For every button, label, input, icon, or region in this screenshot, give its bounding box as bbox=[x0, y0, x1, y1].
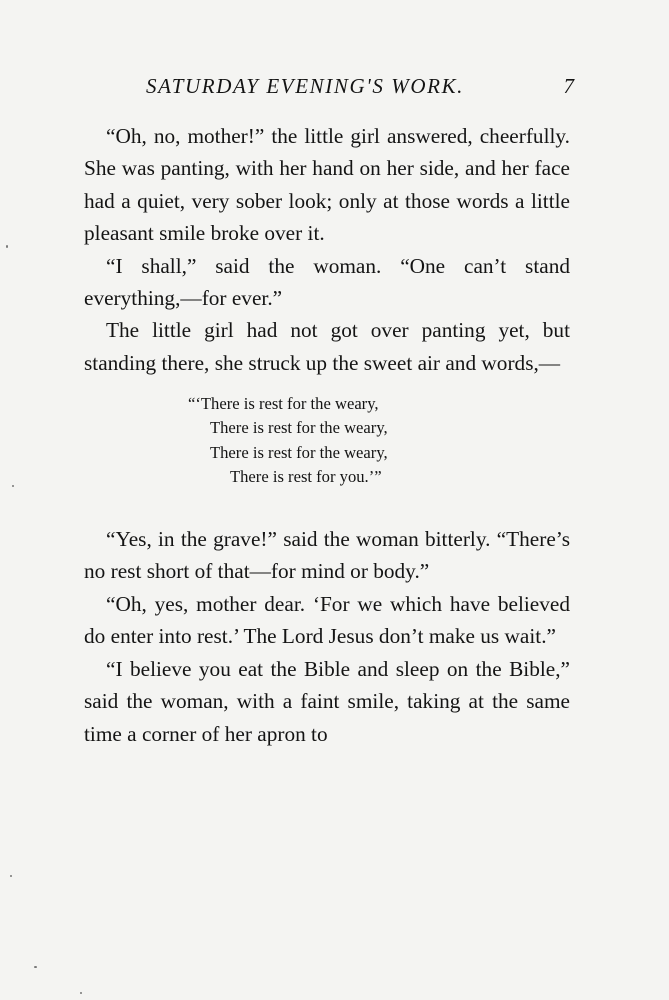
paragraph: “I shall,” said the woman. “One can’t stand everything,—for ever.” bbox=[84, 253, 570, 311]
paragraph: “Yes, in the grave!” said the woman bitterly. “There’s no rest short of that—for mind or body.” bbox=[84, 527, 570, 584]
paper-speck bbox=[12, 485, 14, 487]
paper-speck bbox=[34, 966, 37, 968]
hymn-verse bbox=[84, 392, 570, 489]
paragraph: “Oh, yes, mother dear. ‘For we which have believed do enter into rest.’ The Lord Jesus don’t make us wait.” bbox=[84, 591, 570, 649]
verse-line: There is rest for the weary, bbox=[210, 418, 388, 438]
paragraph: The little girl had not got over panting yet, but standing there, she struck up the sweet air and words,— bbox=[84, 318, 570, 375]
page-number: 7 bbox=[563, 74, 574, 98]
running-title: SATURDAY EVENING'S WORK. bbox=[146, 74, 465, 98]
paper-speck bbox=[80, 992, 82, 994]
paragraph: “I believe you eat the Bible and sleep on the Bible,” said the woman, with a faint smile, taking at the same time a corner of her apron to bbox=[84, 656, 570, 746]
verse-line: There is rest for the weary, bbox=[210, 442, 388, 462]
verse-line: There is rest for you.’” bbox=[230, 466, 382, 486]
verse-line: “‘There is rest for the weary, bbox=[188, 394, 379, 414]
body-text bbox=[84, 120, 570, 750]
paper-speck bbox=[6, 245, 8, 248]
paper-speck bbox=[10, 875, 12, 877]
running-head bbox=[84, 74, 574, 104]
paragraph: “Oh, no, mother!” the little girl answered, cheerfully. She was panting, with her hand on her side, and her face had a quiet, very sober look; only at those words a little pleasant smile broke over it. bbox=[84, 124, 570, 246]
